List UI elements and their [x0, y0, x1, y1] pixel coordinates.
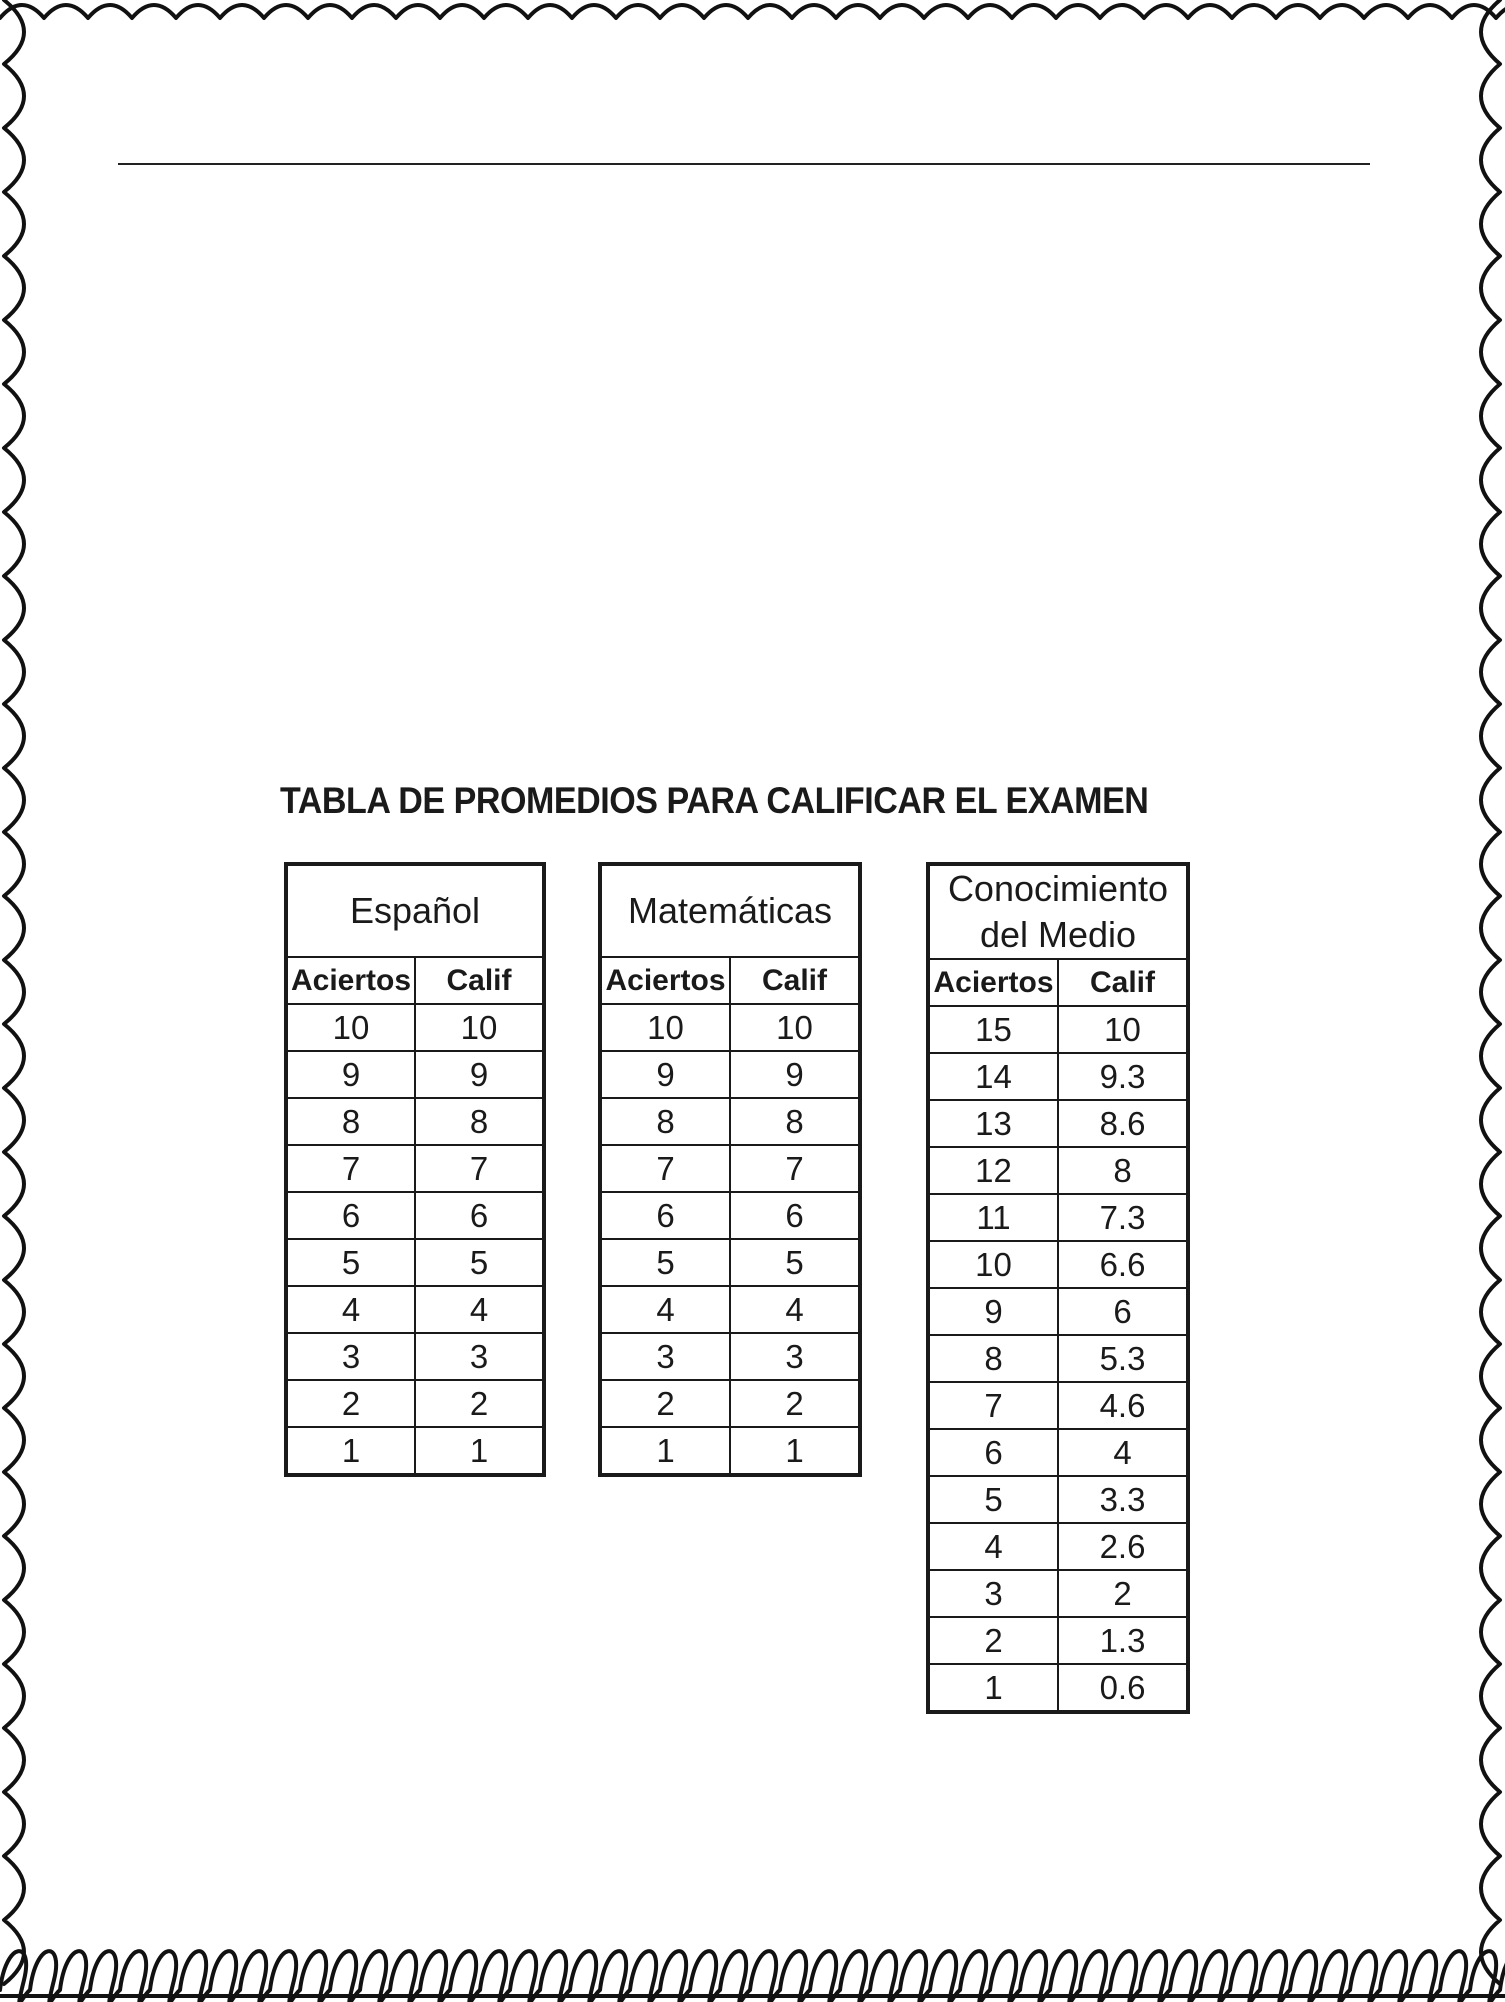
- table-row: [600, 1192, 860, 1239]
- table-matematicas: [598, 862, 862, 1477]
- cell-calif: 7.3: [1058, 1194, 1188, 1241]
- column-header-calif: Calif: [730, 957, 860, 1004]
- cell-aciertos: 4: [928, 1523, 1058, 1570]
- cell-calif: 5.3: [1058, 1335, 1188, 1382]
- cell-aciertos: 13: [928, 1100, 1058, 1147]
- cell-aciertos: 9: [600, 1051, 730, 1098]
- table-row: [928, 1523, 1188, 1570]
- table-row: [600, 1286, 860, 1333]
- cell-calif: 0.6: [1058, 1664, 1188, 1712]
- table-row: [928, 1006, 1188, 1053]
- name-line: [118, 163, 1370, 165]
- cell-calif: 2: [1058, 1570, 1188, 1617]
- table-row: [286, 1333, 544, 1380]
- table-row: [286, 1051, 544, 1098]
- table-row: [928, 1664, 1188, 1712]
- table-row: [928, 1288, 1188, 1335]
- column-header-calif: Calif: [415, 957, 544, 1004]
- cell-aciertos: 10: [928, 1241, 1058, 1288]
- column-header-aciertos: Aciertos: [928, 959, 1058, 1006]
- subject-heading: Matemáticas: [600, 864, 860, 957]
- cell-calif: 4: [730, 1286, 860, 1333]
- cell-calif: 9.3: [1058, 1053, 1188, 1100]
- cell-calif: 6: [415, 1192, 544, 1239]
- cell-aciertos: 6: [600, 1192, 730, 1239]
- cell-calif: 2.6: [1058, 1523, 1188, 1570]
- cell-aciertos: 1: [928, 1664, 1058, 1712]
- table-row: [928, 1617, 1188, 1664]
- cell-calif: 2: [415, 1380, 544, 1427]
- table-row: [928, 1100, 1188, 1147]
- cell-calif: 9: [415, 1051, 544, 1098]
- cell-calif: 5: [730, 1239, 860, 1286]
- subject-heading-line1: Conocimiento: [947, 868, 1169, 909]
- table-row: [928, 1241, 1188, 1288]
- table-row: [600, 1145, 860, 1192]
- subject-heading: [928, 864, 1188, 959]
- cell-calif: 3.3: [1058, 1476, 1188, 1523]
- cell-aciertos: 1: [286, 1427, 415, 1475]
- table-row: [600, 1051, 860, 1098]
- cell-aciertos: 4: [600, 1286, 730, 1333]
- cell-calif: 2: [730, 1380, 860, 1427]
- table-row: [286, 1286, 544, 1333]
- cell-calif: 10: [415, 1004, 544, 1051]
- cell-calif: 4: [415, 1286, 544, 1333]
- cell-calif: 8.6: [1058, 1100, 1188, 1147]
- table-row: [600, 1098, 860, 1145]
- cell-aciertos: 9: [928, 1288, 1058, 1335]
- cell-aciertos: 12: [928, 1147, 1058, 1194]
- cell-calif: 8: [415, 1098, 544, 1145]
- column-header-calif: Calif: [1058, 959, 1188, 1006]
- cell-aciertos: 15: [928, 1006, 1058, 1053]
- cell-calif: 6.6: [1058, 1241, 1188, 1288]
- table-row: [286, 1380, 544, 1427]
- cell-calif: 1: [415, 1427, 544, 1475]
- table-row: [928, 1053, 1188, 1100]
- subject-heading-line2: del Medio: [979, 914, 1137, 955]
- table-row: [600, 1004, 860, 1051]
- cell-aciertos: 7: [600, 1145, 730, 1192]
- table-row: [928, 1476, 1188, 1523]
- cell-aciertos: 3: [928, 1570, 1058, 1617]
- table-row: [928, 1382, 1188, 1429]
- page-title: TABLA DE PROMEDIOS PARA CALIFICAR EL EXAMEN: [280, 780, 1149, 821]
- table-conocimiento-del-medio: [926, 862, 1190, 1714]
- cell-calif: 6: [1058, 1288, 1188, 1335]
- cell-aciertos: 8: [928, 1335, 1058, 1382]
- cell-aciertos: 4: [286, 1286, 415, 1333]
- cell-calif: 9: [730, 1051, 860, 1098]
- cell-calif: 6: [730, 1192, 860, 1239]
- cell-aciertos: 7: [286, 1145, 415, 1192]
- cell-aciertos: 14: [928, 1053, 1058, 1100]
- cell-calif: 4: [1058, 1429, 1188, 1476]
- table-row: [600, 1239, 860, 1286]
- cell-aciertos: 5: [600, 1239, 730, 1286]
- subject-heading: Español: [286, 864, 544, 957]
- cell-calif: 10: [730, 1004, 860, 1051]
- cell-aciertos: 6: [286, 1192, 415, 1239]
- table-row: [286, 1427, 544, 1475]
- table-row: [928, 1147, 1188, 1194]
- table-row: [928, 1570, 1188, 1617]
- cell-calif: 7: [415, 1145, 544, 1192]
- cell-aciertos: 2: [928, 1617, 1058, 1664]
- cell-calif: 4.6: [1058, 1382, 1188, 1429]
- table-row: [286, 1098, 544, 1145]
- table-row: [600, 1380, 860, 1427]
- cell-aciertos: 11: [928, 1194, 1058, 1241]
- cell-calif: 10: [1058, 1006, 1188, 1053]
- table-row: [928, 1429, 1188, 1476]
- cell-calif: 5: [415, 1239, 544, 1286]
- cell-aciertos: 10: [286, 1004, 415, 1051]
- cell-calif: 1: [730, 1427, 860, 1475]
- cell-calif: 1.3: [1058, 1617, 1188, 1664]
- column-header-aciertos: Aciertos: [600, 957, 730, 1004]
- column-header-aciertos: Aciertos: [286, 957, 415, 1004]
- cell-aciertos: 6: [928, 1429, 1058, 1476]
- cell-aciertos: 8: [600, 1098, 730, 1145]
- table-espanol: [284, 862, 546, 1477]
- table-row: [286, 1145, 544, 1192]
- cell-aciertos: 7: [928, 1382, 1058, 1429]
- cell-aciertos: 2: [286, 1380, 415, 1427]
- cell-aciertos: 3: [286, 1333, 415, 1380]
- cell-calif: 7: [730, 1145, 860, 1192]
- cell-calif: 8: [730, 1098, 860, 1145]
- cell-aciertos: 8: [286, 1098, 415, 1145]
- table-row: [600, 1427, 860, 1475]
- cell-calif: 3: [415, 1333, 544, 1380]
- cell-aciertos: 10: [600, 1004, 730, 1051]
- table-row: [928, 1194, 1188, 1241]
- cell-aciertos: 9: [286, 1051, 415, 1098]
- table-row: [286, 1192, 544, 1239]
- cell-aciertos: 2: [600, 1380, 730, 1427]
- cell-aciertos: 3: [600, 1333, 730, 1380]
- cell-aciertos: 5: [928, 1476, 1058, 1523]
- table-row: [600, 1333, 860, 1380]
- table-row: [928, 1335, 1188, 1382]
- cell-calif: 8: [1058, 1147, 1188, 1194]
- cell-aciertos: 5: [286, 1239, 415, 1286]
- table-row: [286, 1239, 544, 1286]
- cell-calif: 3: [730, 1333, 860, 1380]
- cell-aciertos: 1: [600, 1427, 730, 1475]
- table-row: [286, 1004, 544, 1051]
